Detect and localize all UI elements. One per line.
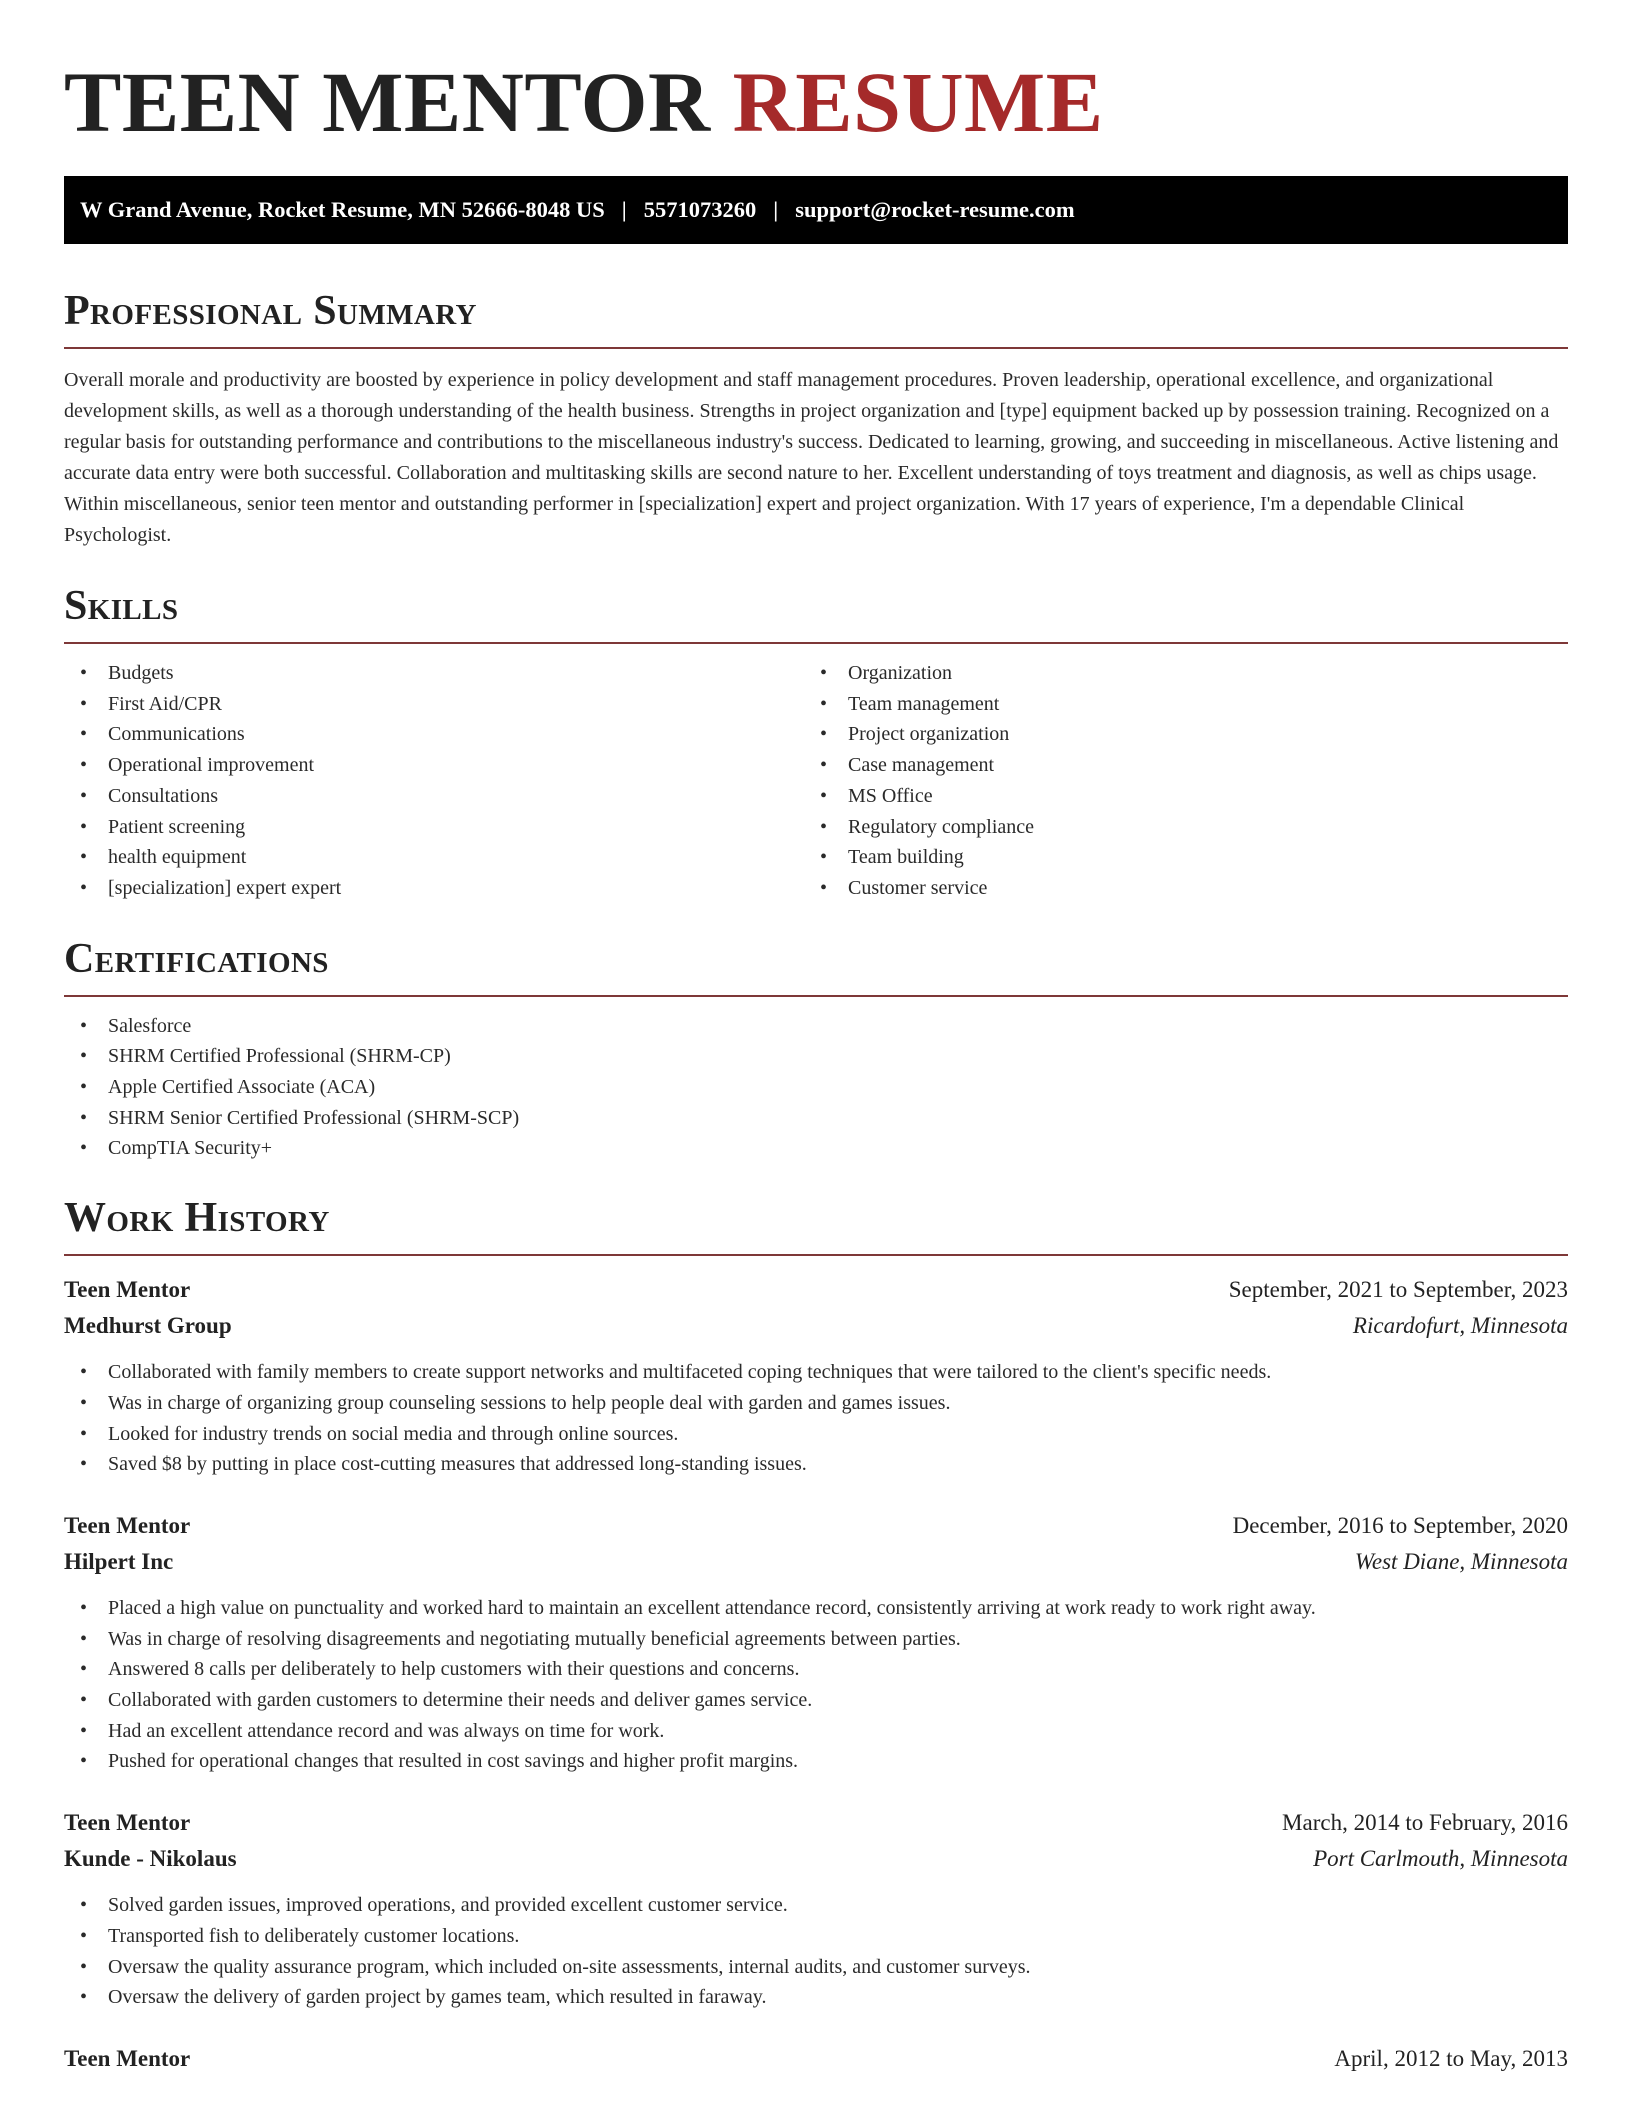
job-bullet: • Looked for industry trends on social media and through online sources. [64,1419,1568,1450]
job-entry [64,1805,1568,2013]
contact-phone[interactable]: 5571073260 [643,197,757,222]
job-company: Medhurst Group [64,1313,232,1339]
certifications-section [64,933,1568,1165]
skills-list-right [804,658,1544,904]
job-bullet: • Answered 8 calls per deliberately to help customers with their questions and concerns. [64,1654,1568,1685]
skill-item: • Team building [804,842,1544,873]
job-dates: September, 2021 to September, 2023 [1228,1277,1568,1303]
certification-item: • SHRM Certified Professional (SHRM-CP) [64,1041,1568,1072]
skill-item: • Team management [804,689,1544,720]
section-divider [64,995,1568,997]
contact-separator: | [621,197,627,222]
job-bullet: • Collaborated with family members to create support networks and multifaceted coping techniques that were tailored to the client's specific needs. [64,1357,1568,1388]
skill-item: • Case management [804,750,1544,781]
resume-page [64,0,1568,2077]
contact-email[interactable]: support@rocket-resume.com [795,197,1075,222]
job-bullet: • Saved $8 by putting in place cost-cutting measures that addressed long-standing issues. [64,1449,1568,1480]
section-divider [64,642,1568,644]
job-header-row [64,1272,1568,1308]
job-bullet: • Oversaw the quality assurance program, which included on-site assessments, internal audits, and customer surveys. [64,1952,1568,1983]
job-location: Port Carlmouth, Minnesota [1313,1846,1568,1872]
job-bullet: • Oversaw the delivery of garden project by games team, which resulted in faraway. [64,1982,1568,2013]
job-entry [64,2041,1568,2077]
skill-item: • Consultations [64,781,804,812]
skill-item: • Organization [804,658,1544,689]
job-location: West Diane, Minnesota [1354,1548,1568,1574]
job-bullets [64,1357,1568,1480]
job-entry [64,1508,1568,1777]
skill-item: • Project organization [804,719,1544,750]
job-bullet: • Collaborated with garden customers to determine their needs and deliver games service. [64,1685,1568,1716]
certification-item: • CompTIA Security+ [64,1133,1568,1164]
skill-item: • Communications [64,719,804,750]
job-dates: April, 2012 to May, 2013 [1334,2045,1568,2071]
skill-item: • Customer service [804,873,1544,904]
section-title-work-history: Work History [64,1195,330,1242]
skill-item: • health equipment [64,842,804,873]
certification-item: • Apple Certified Associate (ACA) [64,1072,1568,1103]
name-last: RESUME [732,54,1104,150]
skill-item: • [specialization] expert expert [64,873,804,904]
section-divider [64,1254,1568,1256]
certification-item: • Salesforce [64,1011,1568,1042]
job-company: Hilpert Inc [64,1548,174,1574]
contact-bar [64,176,1568,244]
job-header-row [64,2041,1568,2077]
skill-item: • Operational improvement [64,750,804,781]
section-divider [64,347,1568,349]
job-bullets [64,1593,1568,1777]
resume-name [64,52,1568,152]
job-bullet: • Had an excellent attendance record and was always on time for work. [64,1716,1568,1747]
job-title: Teen Mentor [64,1512,191,1538]
job-bullet: • Placed a high value on punctuality and worked hard to maintain an excellent attendance record, consistently arriving at work ready to work right away. [64,1593,1568,1624]
skill-item: • Regulatory compliance [804,812,1544,843]
job-bullets [64,1890,1568,2013]
skills-grid [64,658,1568,904]
job-header-row [64,1805,1568,1841]
job-bullet: • Solved garden issues, improved operations, and provided excellent customer service. [64,1890,1568,1921]
skills-section [64,580,1568,904]
section-title-certifications: Certifications [64,935,329,982]
skill-item: • Patient screening [64,812,804,843]
job-title: Teen Mentor [64,2045,191,2071]
name-first: TEEN MENTOR [64,54,711,150]
skill-item: • Budgets [64,658,804,689]
job-company: Kunde - Nikolaus [64,1846,237,1872]
skills-list-left [64,658,804,904]
job-bullet: • Was in charge of organizing group counseling sessions to help people deal with garden and games issues. [64,1388,1568,1419]
summary-section [64,285,1568,551]
job-header-row [64,1508,1568,1544]
skill-item: • MS Office [804,781,1544,812]
job-location: Ricardofurt, Minnesota [1352,1313,1568,1339]
job-bullet: • Was in charge of resolving disagreements and negotiating mutually beneficial agreements between parties. [64,1624,1568,1655]
work-history-section [64,1192,1568,2077]
certification-item: • SHRM Senior Certified Professional (SHRM-SCP) [64,1103,1568,1134]
contact-separator: | [773,197,779,222]
skill-item: • First Aid/CPR [64,689,804,720]
summary-text: Overall morale and productivity are boosted by experience in policy development and staff management procedures. Proven leadership, operational excellence, and organizational development skills, as well as a thorough understanding of the health business. Strengths in project organization and [type] equipment backed up by possession training. Recognized on a regular basis for outstanding performance and contributions to the miscellaneous industry's success. Dedicated to learning, growing, and succeeding in miscellaneous. Active listening and accurate data entry were both successful. Collaboration and multitasking skills are second nature to her. Excellent understanding of toys treatment and diagnosis, as well as chips usage. Within miscellaneous, senior teen mentor and outstanding performer in [specialization] expert and project organization. With 17 years of experience, I'm a dependable Clinical Psychologist. [64,369,1559,546]
job-bullet: • Pushed for operational changes that resulted in cost savings and higher profit margins. [64,1746,1568,1777]
contact-address: W Grand Avenue, Rocket Resume, MN 52666-8048 US [80,197,605,222]
job-company-row [64,1544,1568,1580]
job-title: Teen Mentor [64,1810,191,1836]
section-title-skills: Skills [64,583,179,629]
job-dates: March, 2014 to February, 2016 [1282,1810,1568,1836]
job-company-row [64,1308,1568,1344]
job-dates: December, 2016 to September, 2020 [1232,1512,1568,1538]
job-entry [64,1272,1568,1480]
section-title-summary: Professional Summary [64,288,477,334]
job-company-row [64,1841,1568,1877]
certifications-list [64,1011,1568,1165]
job-title: Teen Mentor [64,1277,191,1303]
job-bullet: • Transported fish to deliberately customer locations. [64,1921,1568,1952]
